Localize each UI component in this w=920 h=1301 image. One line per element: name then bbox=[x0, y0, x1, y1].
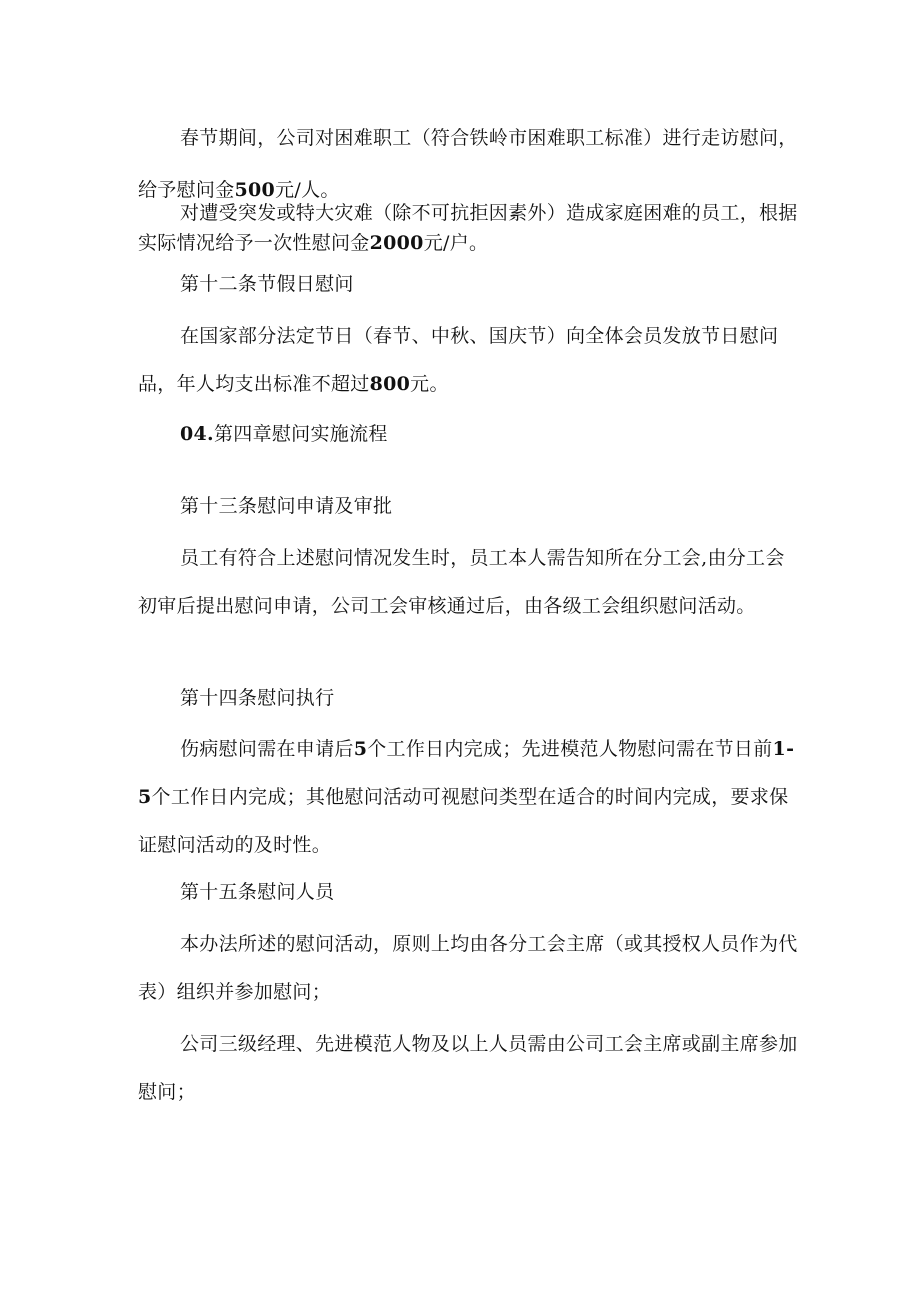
paragraph-personnel: 本办法所述的慰问活动，原则上均由各分工会主席（或其授权人员作为代表）组织并参加慰问； bbox=[138, 933, 798, 1003]
text: 在国家部分法定节日（春节、中秋、国庆节）向全体会员发放节日慰问品，年人均支出标准不超过 bbox=[138, 325, 779, 395]
paragraph-holiday-gifts bbox=[138, 312, 798, 408]
text: 元/人。 bbox=[275, 179, 340, 201]
paragraph-application: 员工有符合上述慰问情况发生时，员工本人需告知所在分工会,由分工会初审后提出慰问申请，公司工会审核通过后，由各级工会组织慰问活动。 bbox=[138, 547, 785, 617]
article-12-heading: 第十二条节假日慰问 bbox=[180, 273, 354, 295]
amount: 800 bbox=[369, 373, 411, 395]
text: 对遭受突发或特大灾难（除不可抗拒因素外）造成家庭困难的员工，根据实际情况给予一次性慰问金 bbox=[138, 202, 798, 254]
text: 个工作日内完成；其他慰问活动可视慰问类型在适合的时间内完成，要求保证慰问活动的及时性。 bbox=[138, 786, 789, 856]
days-range: 1-5 bbox=[138, 738, 795, 808]
paragraph-execution bbox=[138, 725, 798, 869]
article-14-heading: 第十四条慰问执行 bbox=[180, 687, 335, 709]
text: 个工作日内完成；先进模范人物慰问需在节日前 bbox=[367, 738, 773, 760]
chapter-number: 04. bbox=[180, 423, 214, 445]
chapter-title: 第四章慰问实施流程 bbox=[213, 423, 388, 445]
amount: 500 bbox=[234, 179, 276, 201]
text: 伤病慰问需在申请后 bbox=[180, 738, 354, 760]
paragraph-managers: 公司三级经理、先进模范人物及以上人员需由公司工会主席或副主席参加慰问； bbox=[138, 1033, 798, 1103]
text: 元。 bbox=[410, 373, 449, 395]
days: 5 bbox=[353, 738, 368, 760]
text: 春节期间，公司对困难职工（符合铁岭市困难职工标准）进行走访慰问，给予慰问金 bbox=[138, 127, 798, 201]
amount: 2000 bbox=[369, 232, 424, 254]
article-13-heading: 第十三条慰问申请及审批 bbox=[180, 495, 393, 517]
chapter-4-heading bbox=[180, 420, 388, 448]
paragraph-disaster-relief bbox=[138, 198, 798, 258]
text: 元/户。 bbox=[423, 232, 489, 254]
article-15-heading: 第十五条慰问人员 bbox=[180, 881, 335, 903]
